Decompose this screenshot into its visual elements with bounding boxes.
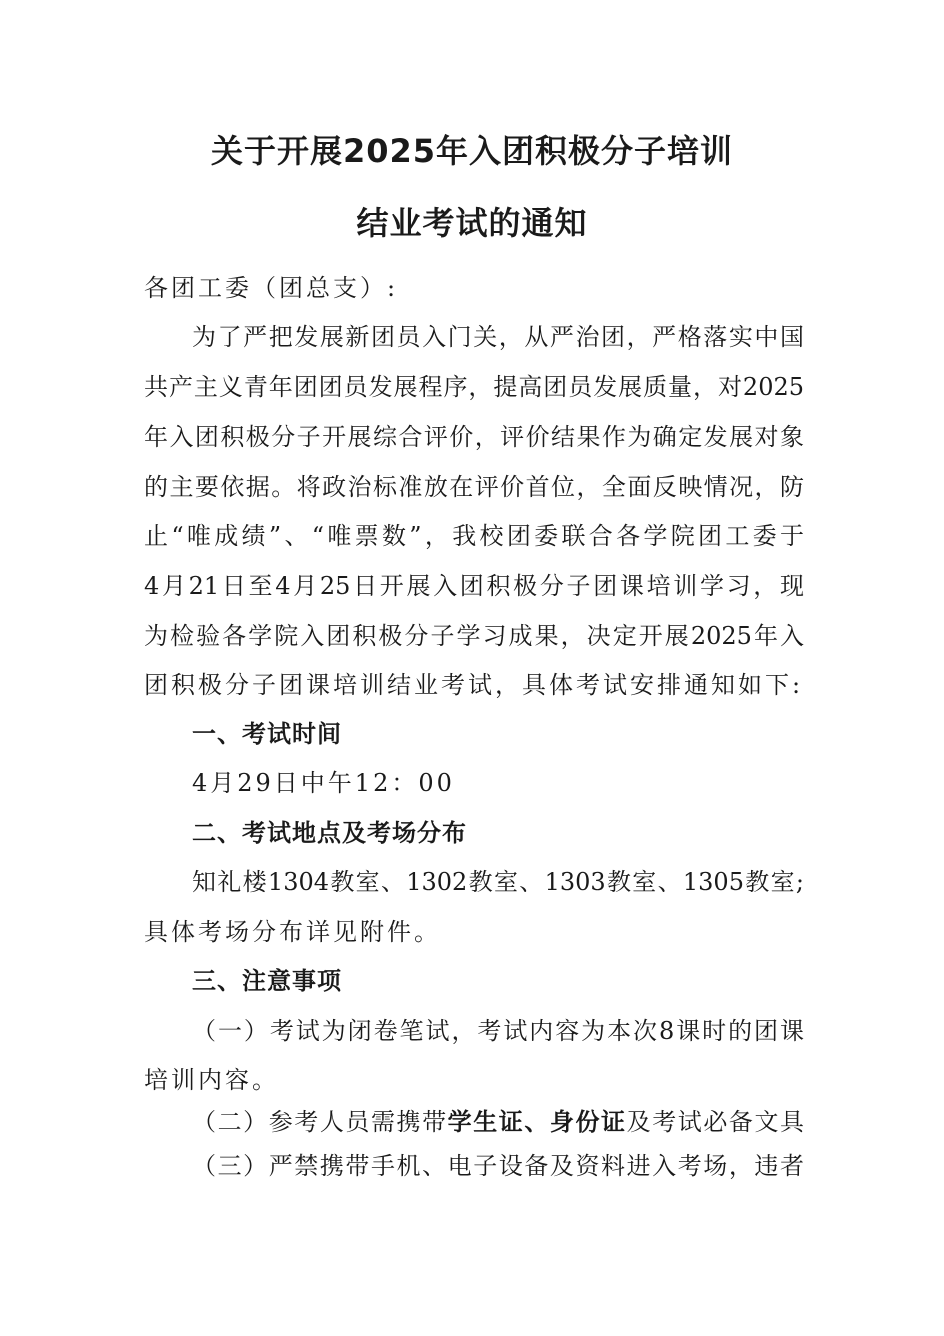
exam-time: 4月29日中午12：00 [192,769,455,797]
section-3-heading: 三、注意事项 [192,967,342,995]
document-title-line-2: 结业考试的通知 [356,204,588,242]
intro-line-4: 的主要依据。将政治标准放在评价首位，全面反映情况，防 [144,473,804,501]
intro-line-8: 团积极分子团课培训结业考试，具体考试安排通知如下: [144,671,804,699]
section-2-heading: 二、考试地点及考场分布 [192,819,467,847]
intro-line-1: 为了严把发展新团员入门关，从严治团，严格落实中国 [192,323,804,351]
intro-line-6: 4月21日至4月25日开展入团积极分子团课培训学习，现 [144,572,804,600]
note-2 [192,1107,804,1137]
exam-location-line-1: 知礼楼1304教室、1302教室、1303教室、1305教室; [192,868,804,896]
exam-location-line-2: 具体考场分布详见附件。 [144,918,441,946]
note-2-required-ids: 学生证、身份证 [447,1108,627,1136]
intro-line-5: 止“唯成绩”、“唯票数”，我校团委联合各学院团工委于 [144,522,804,550]
salutation: 各团工委（团总支）: [144,274,399,302]
note-2-suffix: 及考试必备文具 [626,1108,805,1136]
section-1-heading: 一、考试时间 [192,720,342,748]
note-1-line-2: 培训内容。 [144,1066,279,1094]
intro-line-3: 年入团积极分子开展综合评价，评价结果作为确定发展对象 [144,423,804,451]
note-1-line-1: （一）考试为闭卷笔试，考试内容为本次8课时的团课 [192,1017,804,1045]
document-title-line-1: 关于开展2025年入团积极分子培训 [210,132,734,170]
intro-line-2: 共产主义青年团团员发展程序，提高团员发展质量，对2025 [144,373,804,401]
note-3-line-1: （三）严禁携带手机、电子设备及资料进入考场，违者 [192,1152,804,1180]
note-2-prefix: （二）参考人员需携带 [192,1108,448,1136]
intro-line-7: 为检验各学院入团积极分子学习成果，决定开展2025年入 [144,622,804,650]
